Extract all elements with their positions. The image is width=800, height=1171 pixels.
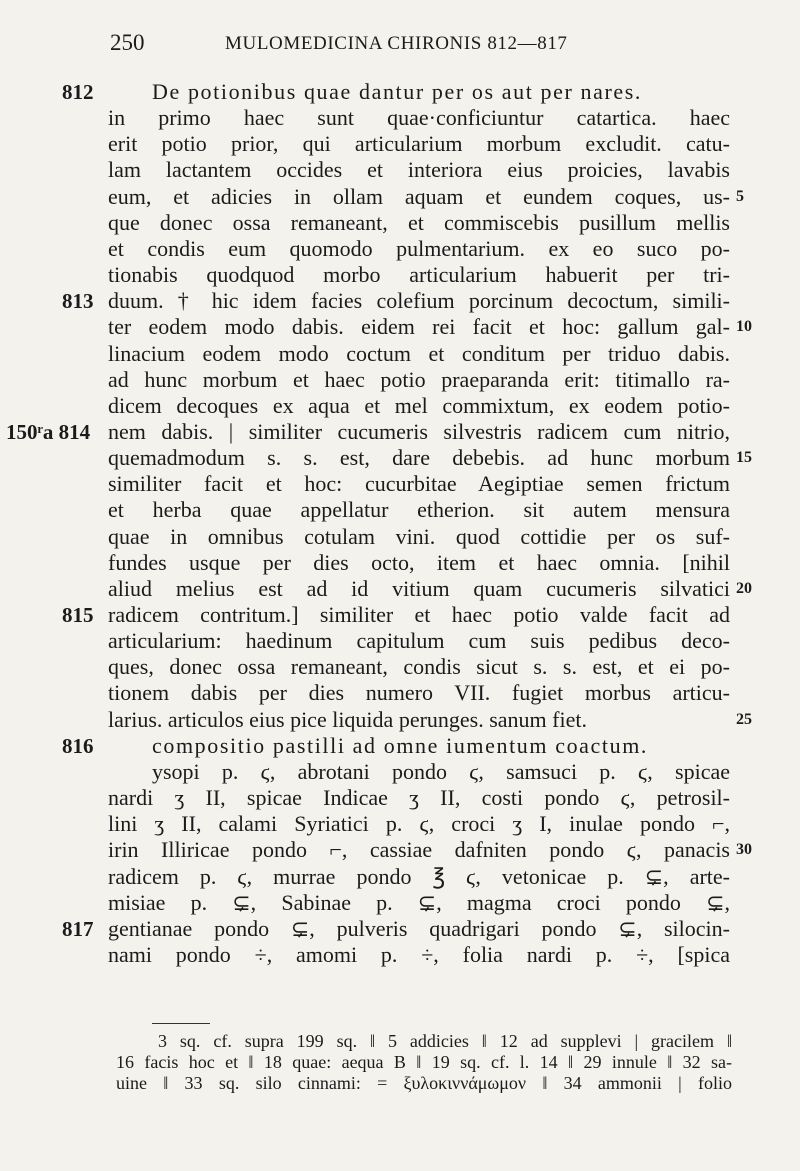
- line-number: 5: [736, 188, 744, 205]
- text-line: [0, 707, 800, 733]
- line-text: eum, et adicies in ollam aquam et eundem coques, us-: [108, 184, 730, 209]
- line-text: ad hunc morbum et haec potio praeparanda erit: titimallo ra-: [108, 367, 730, 392]
- line-text: gentianae pondo ⊊, pulveris quadrigari pondo ⊊, silocin-: [108, 916, 730, 941]
- line-text: linacium eodem modo coctum et conditum per triduo dabis.: [108, 341, 730, 366]
- text-line: [0, 602, 800, 628]
- text-line: [0, 654, 800, 680]
- page-number: 250: [110, 30, 145, 55]
- line-text: radicem p. ϛ, murrae pondo ℥ ϛ, vetonicae p. ⊊, arte-: [108, 864, 730, 889]
- line-text: radicem contritum.] similiter et haec potio valde facit ad: [108, 602, 730, 627]
- section-number: 812: [62, 80, 94, 104]
- line-text: De potionibus quae dantur per os aut per nares.: [152, 79, 643, 104]
- section-number: 815: [62, 603, 94, 627]
- line-text: articularium: haedinum capitulum cum suis pedibus deco-: [108, 628, 730, 653]
- text-line: [0, 210, 800, 236]
- text-line: [0, 680, 800, 706]
- footnote-rule: [152, 1023, 210, 1024]
- text-line: [0, 341, 800, 367]
- text-line: [0, 105, 800, 131]
- text-line: [0, 628, 800, 654]
- line-text: aliud melius est ad id vitium quam cucumeris silvatici: [108, 576, 730, 601]
- section-number: 816: [62, 734, 94, 758]
- text-line: [0, 759, 800, 785]
- line-text: dicem decoques ex aqua et mel commixtum, ex eodem potio-: [108, 393, 730, 418]
- line-text: duum. † hic idem facies colefium porcinum decoctum, simili-: [108, 288, 730, 313]
- text-line: [0, 916, 800, 942]
- footnote-line: 3 sq. cf. supra 199 sq. ‖ 5 addicies ‖ 12 ad supplevi | gracilem ‖: [158, 1031, 732, 1051]
- text-line: [0, 942, 800, 968]
- line-text: nardi ʒ II, spicae Indicae ʒ II, costi pondo ϛ, petrosil-: [108, 785, 730, 810]
- line-text: tionem dabis per dies numero VII. fugiet morbus articu-: [108, 680, 730, 705]
- line-text: nami pondo ÷, amomi p. ÷, folia nardi p. ÷, [spica: [108, 942, 730, 967]
- line-text: ysopi p. ϛ, abrotani pondo ϛ, samsuci p. ϛ, spicae: [152, 759, 730, 784]
- text-line: [0, 785, 800, 811]
- text-line: [0, 262, 800, 288]
- line-number: 20: [736, 580, 752, 597]
- text-line: [0, 890, 800, 916]
- text-line: [0, 79, 800, 105]
- line-text: lam lactantem occides et interiora eius proicies, lavabis: [108, 157, 730, 182]
- line-text: et condis eum quomodo pulmentarium. ex eo suco po-: [108, 236, 730, 261]
- footnote-line: 16 facis hoc et ‖ 18 quae: aequa B ‖ 19 sq. cf. l. 14 ‖ 29 innule ‖ 32 sa-: [116, 1052, 732, 1072]
- text-line: [0, 811, 800, 837]
- line-text: irin Illiricae pondo ⌐, cassiae dafniten pondo ϛ, panacis: [108, 837, 730, 862]
- text-line: [0, 367, 800, 393]
- line-number: 30: [736, 841, 752, 858]
- section-number: 817: [62, 917, 94, 941]
- text-line: [0, 393, 800, 419]
- text-line: [0, 864, 800, 890]
- line-text: quae in omnibus cotulam vini. quod cottidie per os suf-: [108, 524, 730, 549]
- line-text: que donec ossa remaneant, et commiscebis pusillum mellis: [108, 210, 730, 235]
- text-line: [0, 445, 800, 471]
- text-line: [0, 131, 800, 157]
- page-header: [0, 30, 800, 60]
- text-line: [0, 157, 800, 183]
- line-text: erit potio prior, qui articularium morbum excludit. catu-: [108, 131, 730, 156]
- line-text: larius. articulos eius pice liquida perunges. sanum fiet.: [108, 707, 587, 732]
- line-number: 10: [736, 318, 752, 335]
- text-line: [0, 733, 800, 759]
- line-text: quemadmodum s. s. est, dare debebis. ad hunc morbum: [108, 445, 730, 470]
- text-line: [0, 314, 800, 340]
- text-line: [0, 288, 800, 314]
- line-text: in primo haec sunt quae·conficiuntur catartica. haec: [108, 105, 730, 130]
- section-number: 813: [62, 289, 94, 313]
- line-text: misiae p. ⊊, Sabinae p. ⊊, magma croci pondo ⊊,: [108, 890, 730, 915]
- text-line: [0, 550, 800, 576]
- text-line: [0, 524, 800, 550]
- text-line: [0, 837, 800, 863]
- line-text: nem dabis. | similiter cucumeris silvestris radicem cum nitrio,: [108, 419, 730, 444]
- line-text: fundes usque per dies octo, item et haec omnia. [nihil: [108, 550, 730, 575]
- text-line: [0, 184, 800, 210]
- line-text: similiter facit et hoc: cucurbitae Aegiptiae semen frictum: [108, 471, 730, 496]
- line-text: tionabis quodquod morbo articularium habuerit per tri-: [108, 262, 730, 287]
- text-line: [0, 576, 800, 602]
- line-text: et herba quae appellatur etherion. sit autem mensura: [108, 497, 730, 522]
- footnote-line: uine ‖ 33 sq. silo cinnami: = ξυλοκιννάμωμον ‖ 34 ammonii | folio: [116, 1073, 732, 1093]
- text-line: [0, 497, 800, 523]
- text-line: [0, 471, 800, 497]
- line-number: 25: [736, 711, 752, 728]
- line-text: ter eodem modo dabis. eidem rei facit et hoc: gallum gal-: [108, 314, 730, 339]
- line-text: compositio pastilli ad omne iumentum coactum.: [152, 733, 649, 758]
- running-title: MULOMEDICINA CHIRONIS 812—817: [225, 33, 568, 54]
- text-line: [0, 236, 800, 262]
- line-text: ques, donec ossa remaneant, condis sicut s. s. est, et ei po-: [108, 654, 730, 679]
- line-number: 15: [736, 449, 752, 466]
- line-text: lini ʒ II, calami Syriatici p. ϛ, croci ʒ I, inulae pondo ⌐,: [108, 811, 730, 836]
- text-line: [0, 419, 800, 445]
- folio-marker: 150ʳa 814: [6, 420, 91, 444]
